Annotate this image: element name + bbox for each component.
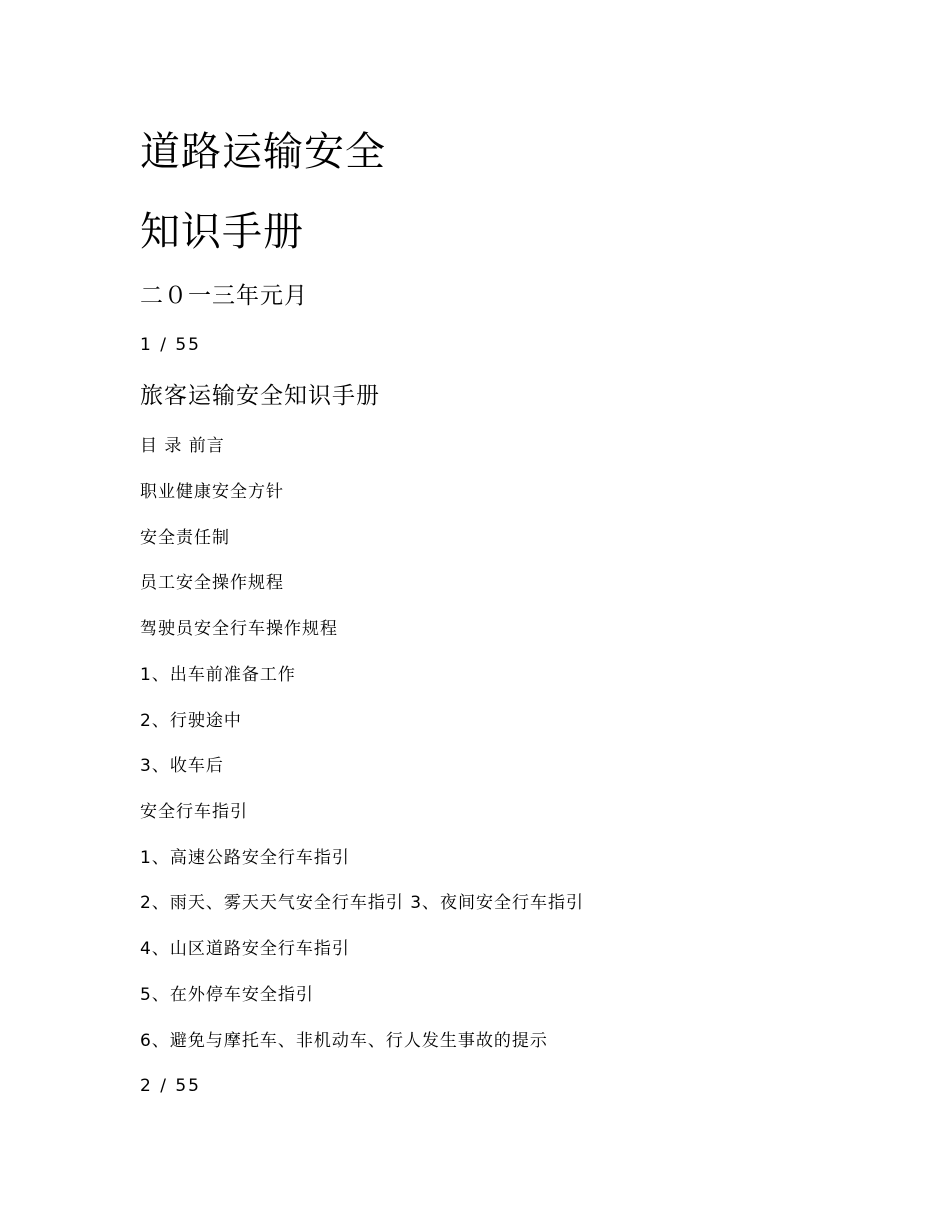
toc-item-preface: 目 录 前言 (140, 436, 225, 456)
page-number-2: 2 / 55 (140, 1076, 201, 1096)
toc-item-highway: 1、高速公路安全行车指引 (140, 848, 350, 868)
toc-item-mountain: 4、山区道路安全行车指引 (140, 939, 350, 959)
toc-item-safe-driving-guide: 安全行车指引 (140, 802, 248, 822)
page-number-1: 1 / 55 (140, 335, 201, 355)
toc-item-weather-night: 2、雨天、雾天天气安全行车指引 3、夜间安全行车指引 (140, 893, 585, 913)
contents-subtitle: 旅客运输安全知识手册 (140, 383, 380, 409)
toc-item-health-policy: 职业健康安全方针 (140, 482, 284, 502)
toc-item-responsibility: 安全责任制 (140, 528, 230, 548)
toc-item-avoid-accidents: 6、避免与摩托车、非机动车、行人发生事故的提示 (140, 1031, 548, 1051)
title-line-1: 道路运输安全 (140, 129, 386, 175)
document-page (140, 0, 920, 1230)
toc-item-pre-departure: 1、出车前准备工作 (140, 665, 296, 685)
toc-item-after-return: 3、收车后 (140, 756, 224, 776)
toc-item-en-route: 2、行驶途中 (140, 711, 242, 731)
title-line-2: 知识手册 (140, 209, 304, 255)
toc-item-staff-rules: 员工安全操作规程 (140, 573, 284, 593)
toc-item-driver-rules: 驾驶员安全行车操作规程 (140, 619, 338, 639)
toc-item-parking: 5、在外停车安全指引 (140, 985, 314, 1005)
publication-date: 二０一三年元月 (140, 283, 308, 309)
